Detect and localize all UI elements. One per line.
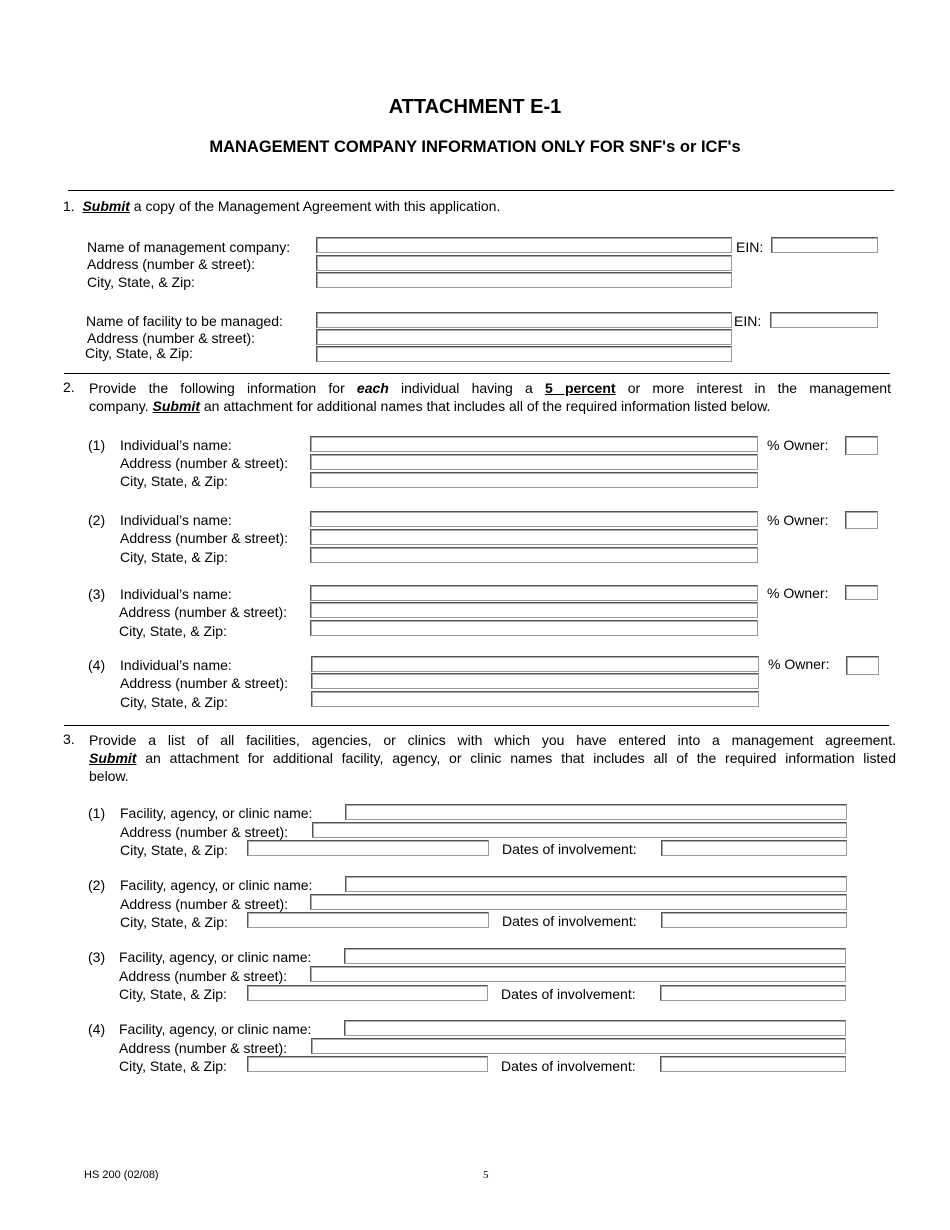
facility-4-address-field[interactable] [311, 1038, 846, 1054]
company-ein-field[interactable] [771, 237, 878, 253]
facility-1-city-label: City, State, & Zip: [120, 842, 228, 858]
individual-2-owner-field[interactable] [845, 511, 878, 529]
facility-2-city-field[interactable] [247, 912, 489, 928]
individual-4-name-field[interactable] [311, 656, 759, 672]
company-ein-label: EIN: [736, 239, 764, 255]
page-number: 5 [483, 1169, 489, 1181]
facility-4-name-field[interactable] [344, 1020, 846, 1036]
individual-2-city-field[interactable] [310, 547, 758, 563]
individual-3-owner-label: % Owner: [767, 585, 829, 601]
facility-2-address-field[interactable] [310, 894, 847, 910]
submit-emphasis: Submit [82, 198, 130, 214]
individual-2-name-label: Individual’s name: [120, 512, 232, 528]
facility-1-address-label: Address (number & street): [120, 824, 289, 840]
facility-2-number: (2) [88, 877, 106, 893]
facility-1-dates-label: Dates of involvement: [502, 841, 637, 857]
facility-4-city-label: City, State, & Zip: [119, 1058, 227, 1074]
facility-1-address-field[interactable] [312, 822, 847, 838]
facility-3-city-label: City, State, & Zip: [119, 986, 227, 1002]
individual-1-city-label: City, State, & Zip: [120, 473, 228, 489]
facility-name-field[interactable] [316, 312, 732, 328]
individual-3-name-label: Individual’s name: [120, 586, 232, 602]
individual-3-owner-field[interactable] [845, 585, 878, 600]
individual-4-address-label: Address (number & street): [120, 675, 289, 691]
facility-4-dates-label: Dates of involvement: [501, 1058, 636, 1074]
facility-3-address-label: Address (number & street): [119, 968, 288, 984]
form-id: HS 200 (02/08) [84, 1169, 159, 1181]
facility-4-city-field[interactable] [247, 1056, 488, 1072]
individual-2-owner-label: % Owner: [767, 512, 829, 528]
individual-3-name-field[interactable] [310, 585, 758, 601]
page-subtitle: MANAGEMENT COMPANY INFORMATION ONLY FOR SNF's or ICF's [209, 138, 741, 156]
facility-2-city-label: City, State, & Zip: [120, 914, 228, 930]
individual-4-owner-field[interactable] [846, 656, 879, 675]
company-name-label: Name of management company: [87, 239, 291, 255]
company-city-field[interactable] [316, 272, 732, 288]
individual-4-number: (4) [88, 657, 106, 673]
individual-3-address-field[interactable] [310, 602, 758, 618]
individual-4-city-label: City, State, & Zip: [120, 694, 228, 710]
individual-2-address-label: Address (number & street): [120, 530, 289, 546]
individual-1-owner-label: % Owner: [767, 437, 829, 453]
facility-3-city-field[interactable] [247, 985, 488, 1001]
section3-line3: below. [89, 768, 129, 784]
individual-3-city-label: City, State, & Zip: [119, 623, 227, 639]
facility-1-number: (1) [88, 805, 106, 821]
facility-2-dates-label: Dates of involvement: [502, 913, 637, 929]
section3-num: 3. [63, 731, 75, 747]
individual-3-address-label: Address (number & street): [119, 604, 288, 620]
facility-3-dates-field[interactable] [660, 985, 846, 1001]
company-city-label: City, State, & Zip: [87, 274, 195, 290]
facility-2-name-field[interactable] [345, 876, 847, 892]
individual-1-name-label: Individual’s name: [120, 437, 232, 453]
facility-2-dates-field[interactable] [661, 912, 847, 928]
facility-3-name-field[interactable] [344, 948, 846, 964]
individual-3-city-field[interactable] [310, 620, 758, 636]
company-address-field[interactable] [316, 255, 732, 271]
individual-1-number: (1) [88, 437, 106, 453]
section1-intro: 1. Submit a copy of the Management Agreement with this application. [63, 198, 501, 214]
page-title: ATTACHMENT E-1 [388, 96, 562, 118]
facility-2-address-label: Address (number & street): [120, 896, 289, 912]
individual-4-address-field[interactable] [311, 673, 759, 689]
facility-city-label: City, State, & Zip: [85, 345, 193, 361]
facility-4-address-label: Address (number & street): [119, 1040, 288, 1056]
section3-line1: Provide a list of all facilities, agencies, or clinics with which you have entered into a management agreement. [89, 732, 896, 748]
individual-2-city-label: City, State, & Zip: [120, 549, 228, 565]
facility-address-field[interactable] [316, 329, 732, 345]
facility-3-name-label: Facility, agency, or clinic name: [119, 949, 312, 965]
section2-num: 2. [63, 379, 75, 395]
divider [64, 373, 890, 374]
section2-line1: Provide the following information for each individual having a 5 percent or more interest in the management [89, 380, 891, 396]
individual-1-name-field[interactable] [310, 436, 758, 452]
individual-1-address-label: Address (number & street): [120, 455, 289, 471]
facility-3-address-field[interactable] [310, 966, 846, 982]
facility-4-number: (4) [88, 1021, 106, 1037]
individual-4-owner-label: % Owner: [768, 656, 830, 672]
divider [68, 190, 894, 191]
facility-ein-field[interactable] [770, 312, 878, 328]
facility-2-name-label: Facility, agency, or clinic name: [120, 877, 313, 893]
facility-name-label: Name of facility to be managed: [86, 313, 283, 329]
facility-1-dates-field[interactable] [661, 840, 847, 856]
facility-3-number: (3) [88, 949, 106, 965]
facility-city-field[interactable] [316, 346, 732, 362]
individual-2-address-field[interactable] [310, 529, 758, 545]
facility-4-dates-field[interactable] [660, 1056, 846, 1072]
facility-1-city-field[interactable] [247, 840, 489, 856]
section2-line2: company. Submit an attachment for additional names that includes all of the required information listed below. [89, 398, 771, 414]
individual-2-number: (2) [88, 512, 106, 528]
individual-1-city-field[interactable] [310, 472, 758, 488]
individual-4-city-field[interactable] [311, 691, 759, 707]
facility-4-name-label: Facility, agency, or clinic name: [119, 1021, 312, 1037]
individual-4-name-label: Individual’s name: [120, 657, 232, 673]
facility-ein-label: EIN: [734, 313, 762, 329]
facility-1-name-label: Facility, agency, or clinic name: [120, 805, 313, 821]
individual-1-address-field[interactable] [310, 454, 758, 470]
facility-3-dates-label: Dates of involvement: [501, 986, 636, 1002]
section3-line2: Submit an attachment for additional facility, agency, or clinic names that includes all of the required information listed [89, 750, 896, 766]
facility-address-label: Address (number & street): [87, 330, 256, 346]
company-name-field[interactable] [316, 237, 732, 253]
individual-3-number: (3) [88, 586, 106, 602]
individual-2-name-field[interactable] [310, 511, 758, 527]
individual-1-owner-field[interactable] [845, 436, 878, 455]
facility-1-name-field[interactable] [345, 804, 847, 820]
company-address-label: Address (number & street): [87, 256, 256, 272]
divider [64, 725, 889, 726]
